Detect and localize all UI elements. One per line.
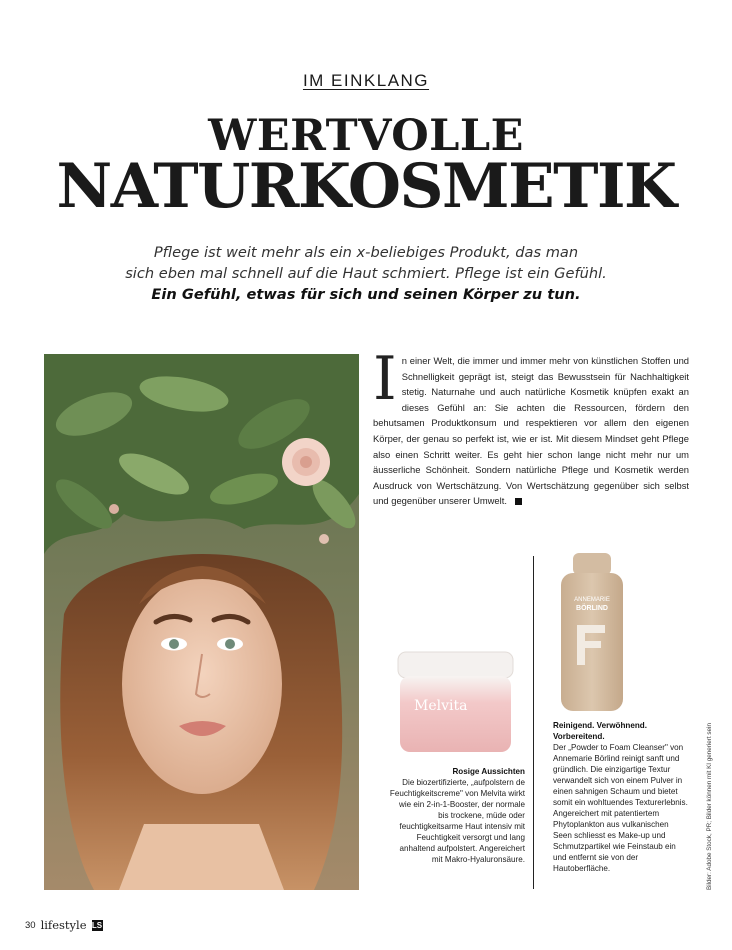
jar-label: Melvita [414,698,468,714]
column-divider [533,556,534,889]
melvita-jar-image [394,650,517,758]
caption-right-text: Der „Powder to Foam Cleanser" von Annemarie Börlind reinigt sanft und gründlich. Die einzigartige Textur verwandelt sich von einem Pulver in einen sahnigen Schaum und bietet somit ein wohltuendes Texturerlebnis. Angereichert mit patentiertem Phytoplankton aus vulkanischen Seen schliesst es Make-up und Schmutzpartikel wie Feinstaub ein und entfernt sie von der Hautoberfläche. [553,743,688,873]
image-credit: Bilder: Adobe Stock, PR; Bilder können mit KI generiert sein [706,723,713,890]
dropcap: I [373,344,397,414]
bottle-brand-1: ANNEMARIE [574,597,610,603]
lead-line-3: Ein Gefühl, etwas für sich und seinen Körper zu tun. [151,286,581,303]
magazine-logo: LS [91,920,103,930]
kicker: IM EINKLANG [302,71,430,90]
lead-paragraph [60,242,672,305]
portrait-photo [44,354,359,890]
title-line-1: WERTVOLLE [208,111,524,161]
caption-right-title: Reinigend. Verwöhnend. Vorbereitend. [553,721,647,741]
borlind-bottle-image [555,553,629,713]
lead-line-2: sich eben mal schnell auf die Haut schmiert. Pflege ist ein Gefühl. [125,265,607,282]
caption-left-title: Rosige Aussichten [452,767,525,776]
caption-left-text: Die biozertifizierte, „aufpolstern de Feuchtigkeitscreme" von Melvita wirkt wie ein 2-in-1-Booster, der normale bis trockene, müde oder feuchtigkeitsarme Haut intensiv mit Feuchtigkeit versorgt und lang anhaltend aufpolstert. Angereichert mit Makro-Hyaluronsäure. [389,778,525,864]
title-line-2: NATURKOSMETIK [56,151,676,222]
lead-line-1: Pflege ist weit mehr als ein x-beliebiges Produkt, das man [153,244,579,261]
article-body [373,344,689,509]
magazine-name: lifestyle [40,918,87,932]
footer [25,918,103,932]
end-mark-icon [515,498,522,505]
bottle-brand-2: BÖRLIND [576,605,608,612]
page-number: 30 [25,919,36,931]
article-text: n einer Welt, die immer und immer mehr von künstlichen Stoffen und Schnelligkeit geprägt ist, steigt das Bewusstsein für Nachhaltigkeit stetig. Naturnahe und auch natürliche Kosmetik knüpfen exakt an dieses Gefühl an: Sie achten die Ressourcen, fördern den behutsamen Produktkonsum und respektieren vor allem den eigenen Körper, der genau so perfekt ist, wie er ist. Mit diesem Mindset geht Pflege also einen Schritt weiter. Es geht hier schon lange nicht mehr nur um äusserliche Schönheit. Sondern natürliche Pflege und Kosmetik werden Ausdruck von Wertschätzung. Von Wertschätzung gegenüber sich selbst und gegenüber unserer Umwelt. [373,355,689,507]
product-caption-right [553,720,688,874]
product-caption-left [388,766,525,865]
